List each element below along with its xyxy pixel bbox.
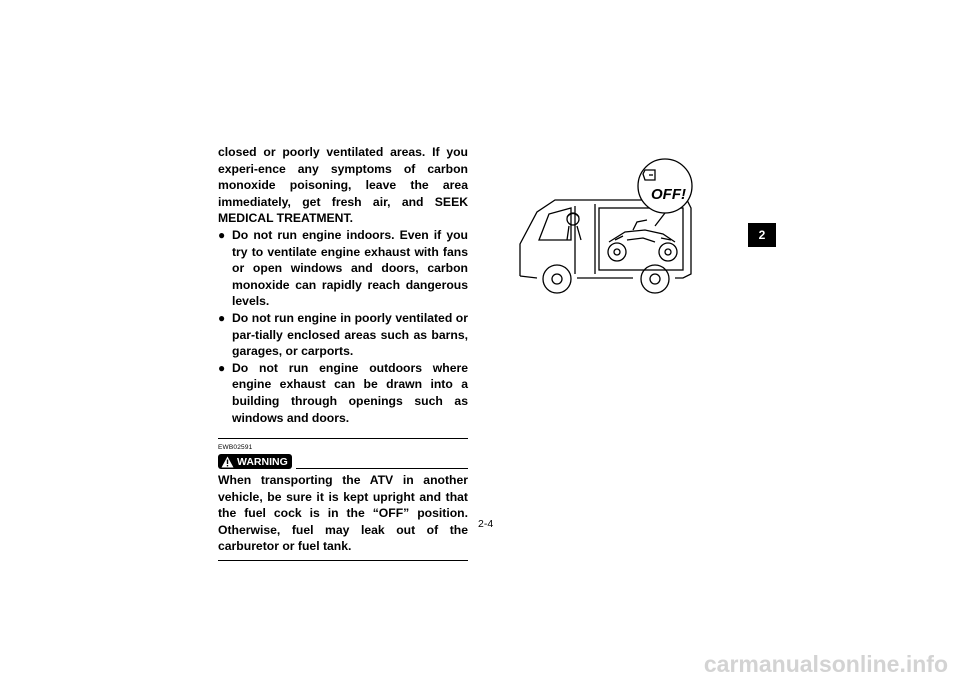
bullet-text: Do not run engine in poorly ventilated or par-tially enclosed areas such as barns, garages, or carports. xyxy=(232,310,468,359)
page-number: 2-4 xyxy=(478,518,494,530)
list-item xyxy=(218,227,468,310)
chapter-tab: 2 xyxy=(748,223,776,247)
text-column xyxy=(218,144,468,561)
off-callout-text: OFF! xyxy=(651,186,686,203)
warning-badge xyxy=(218,454,292,469)
van-atv-illustration xyxy=(515,156,705,301)
footer-watermark: carmanualsonline.info xyxy=(703,651,948,677)
warning-bottom-rule xyxy=(218,560,468,561)
bullet-icon: ● xyxy=(218,310,226,325)
bullet-list xyxy=(218,227,468,426)
warning-top-rule xyxy=(218,438,468,439)
warning-header xyxy=(218,453,468,470)
intro-paragraph: closed or poorly ventilated areas. If you experi-ence any symptoms of carbon monoxide poisoning, leave the area immediately, get fresh air, and SEEK MEDICAL TREATMENT. xyxy=(218,145,468,226)
list-item xyxy=(218,310,468,360)
warning-text: When transporting the ATV in another vehicle, be sure it is kept upright and that the fuel cock is in the “OFF” position. Otherwise, fuel may leak out of the carburetor or fuel tank. xyxy=(218,473,468,554)
warning-label: WARNING xyxy=(237,455,288,468)
list-item xyxy=(218,360,468,426)
bullet-text: Do not run engine outdoors where engine exhaust can be drawn into a building through openings such as windows and doors. xyxy=(232,360,468,425)
warning-code: EWB02591 xyxy=(218,444,253,452)
bullet-text: Do not run engine indoors. Even if you try to ventilate engine exhaust with fans or open windows and doors, carbon monoxide can rapidly reach dangerous levels. xyxy=(232,227,468,309)
warning-header-rule xyxy=(296,468,468,469)
bullet-icon: ● xyxy=(218,360,226,375)
bullet-icon: ● xyxy=(218,227,226,242)
warning-triangle-icon xyxy=(221,456,234,468)
